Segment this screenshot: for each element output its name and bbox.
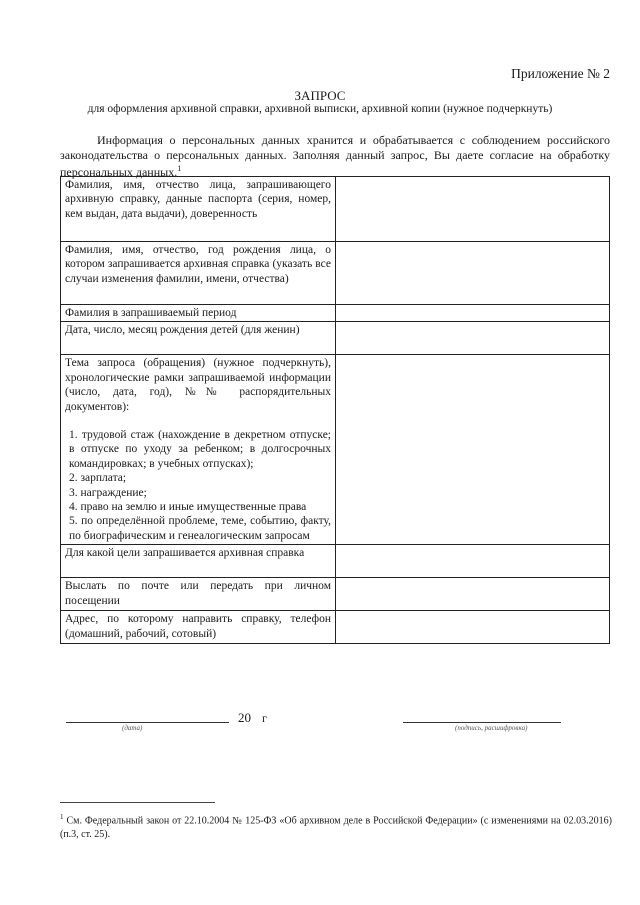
table-row <box>61 578 610 611</box>
address-label: Адрес, по которому направить справку, телефон (домашний, рабочий, сотовый) <box>61 611 336 644</box>
topic-item-land-rights: 4. право на землю и иные имущественные права <box>69 501 307 514</box>
request-topic-field[interactable] <box>336 355 610 545</box>
year-suffix: г <box>262 711 267 725</box>
topic-item-award: 3. награждение; <box>69 486 147 499</box>
document-subtitle: для оформления архивной справки, архивной выписки, архивной копии (нужное подчеркнуть) <box>87 103 553 115</box>
signature-line[interactable] <box>403 722 561 723</box>
subject-person-label: Фамилия, имя, отчество, год рождения лица, о котором запрашивается архивная справка (указать все случаи изменения фамилии, имени, отчества) <box>61 242 336 305</box>
subject-person-field[interactable] <box>336 242 610 305</box>
footnote-mark: 1 <box>60 813 64 821</box>
delivery-method-field[interactable] <box>336 578 610 611</box>
table-row <box>61 177 610 242</box>
period-surname-label: Фамилия в запрашиваемый период <box>61 305 336 322</box>
request-topic-label: Тема запроса (обращения) (нужное подчеркнуть), хронологические рамки запрашиваемой информации (число, дата, год), №№ распорядительных документов): <box>65 357 331 413</box>
table-row <box>61 545 610 578</box>
date-line[interactable] <box>66 722 229 723</box>
footnote-text: См. Федеральный закон от 22.10.2004 № 125-ФЗ «Об архивном деле в Российской Федерации» (с изменениями на 02.03.2016) (п.3, ст. 25). <box>60 815 612 841</box>
request-topic-cell <box>61 355 336 545</box>
delivery-method-label: Выслать по почте или передать при личном посещении <box>61 578 336 611</box>
purpose-label: Для какой цели запрашивается архивная справка <box>61 545 336 578</box>
request-form-table <box>60 176 610 644</box>
table-row <box>61 611 610 644</box>
purpose-field[interactable] <box>336 545 610 578</box>
year-prefix: 20 <box>238 710 251 725</box>
children-birth-field[interactable] <box>336 322 610 355</box>
period-surname-field[interactable] <box>336 305 610 322</box>
document-title: ЗАПРОС <box>294 88 346 103</box>
table-row <box>61 305 610 322</box>
address-field[interactable] <box>336 611 610 644</box>
applicant-info-label: Фамилия, имя, отчество лица, запрашивающего архивную справку, данные паспорта (серия, номер, кем выдан, дата выдачи), доверенность <box>61 177 336 242</box>
topic-item-work-experience: 1. трудовой стаж (нахождение в декретном отпуске; в отпуске по уходу за ребенком; в долгосрочных командировках; в учебных отпусках); <box>69 429 331 470</box>
table-row <box>61 322 610 355</box>
appendix-label: Приложение № 2 <box>511 66 610 81</box>
footnote <box>60 810 612 842</box>
table-row <box>61 355 610 545</box>
intro-paragraph <box>60 133 610 180</box>
intro-text: Информация о персональных данных хранится и обрабатывается с соблюдением российского законодательства о персональных данных. Заполняя данный запрос, Вы даете согласие на обработку персональных данных. <box>60 133 610 179</box>
table-row <box>61 242 610 305</box>
applicant-info-field[interactable] <box>336 177 610 242</box>
date-caption: (дата) <box>122 724 143 732</box>
signature-caption: (подпись, расшифровка) <box>455 724 528 732</box>
topic-item-specific-problem: 5. по определённой проблеме, теме, событию, факту, по биографическим и генеалогическим запросам <box>69 515 331 542</box>
children-birth-label: Дата, число, месяц рождения детей (для женин) <box>61 322 336 355</box>
footnote-divider <box>60 802 215 803</box>
topic-item-salary: 2. зарплата; <box>69 472 127 485</box>
footnote-reference: 1 <box>177 164 182 173</box>
